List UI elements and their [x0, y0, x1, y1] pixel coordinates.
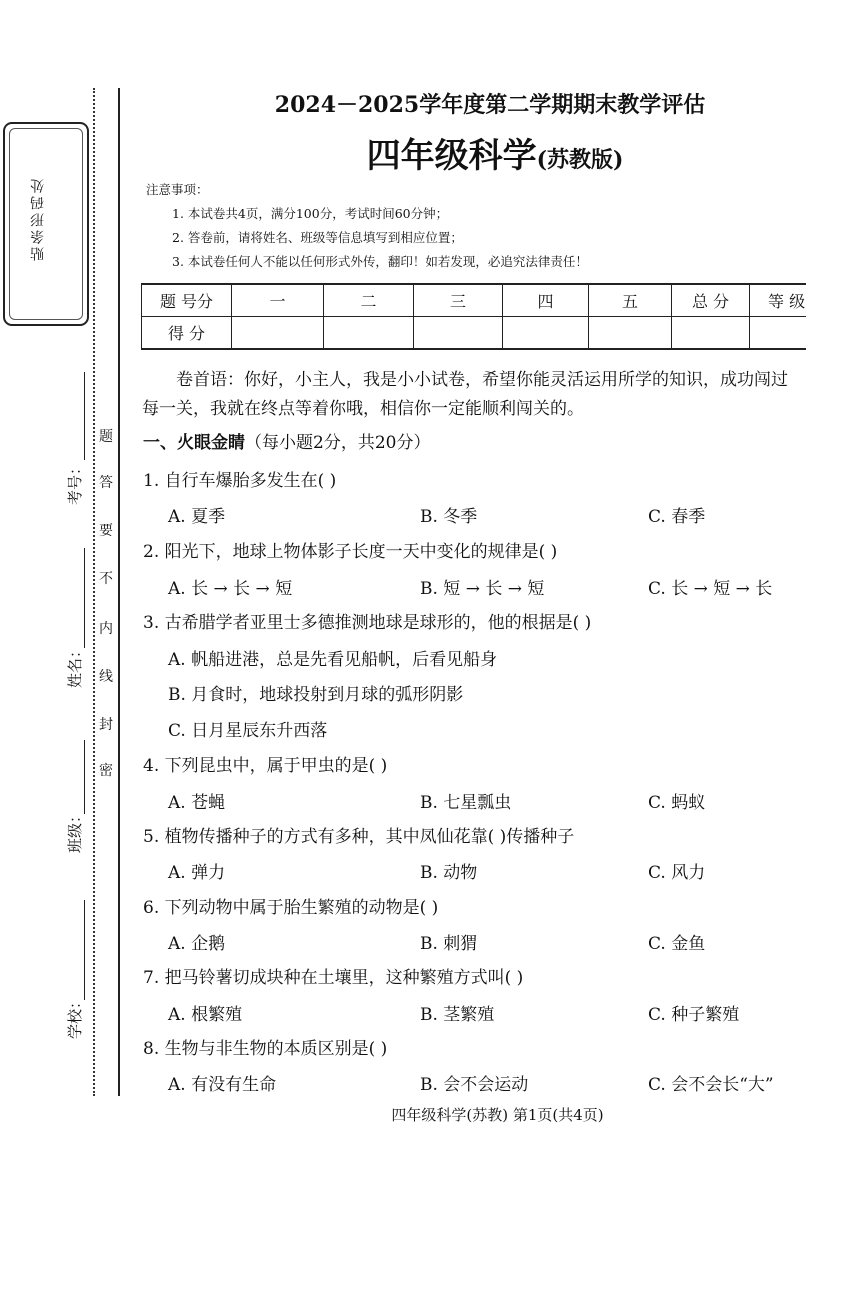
question-stem: 4. 下列昆虫中，属于甲虫的是( ): [143, 756, 388, 776]
option-a[interactable]: A. 企鹅: [168, 934, 226, 954]
seal-char: 答: [99, 475, 113, 491]
question-stem: 1. 自行车爆胎多发生在( ): [143, 471, 337, 491]
score-header-cell: 等 级: [750, 284, 807, 317]
option-b[interactable]: B. 冬季: [420, 507, 478, 527]
score-cell[interactable]: [324, 317, 414, 350]
exam-title-main: [0, 128, 860, 177]
seal-char: 线: [99, 669, 113, 685]
seal-char: 封: [99, 717, 113, 733]
field-name: 姓名：: [66, 642, 85, 689]
question-stem: 8. 生物与非生物的本质区别是( ): [143, 1039, 388, 1059]
score-table-wrapper: [141, 283, 806, 355]
margin-rule: [118, 88, 120, 1096]
score-table-header-row: [142, 284, 807, 317]
seal-char: 题: [99, 429, 113, 445]
option-b[interactable]: B. 刺猬: [420, 934, 478, 954]
subject-title: 四年级科学: [366, 136, 537, 176]
option-b[interactable]: B. 短 → 长 → 短: [420, 579, 545, 599]
option-c[interactable]: C. 会不会长“大”: [648, 1075, 774, 1095]
section-title: [143, 428, 430, 453]
field-exam-number: 考号：: [66, 459, 85, 506]
field-class: 班级：: [66, 807, 85, 854]
question-stem: 5. 植物传播种子的方式有多种，其中凤仙花靠( )传播种子: [143, 827, 575, 847]
option-b[interactable]: B. 七星瓢虫: [420, 793, 512, 813]
field-school: 学校：: [66, 993, 85, 1040]
score-cell[interactable]: [750, 317, 807, 350]
edition-label: (苏教版): [536, 147, 624, 173]
option-b[interactable]: B. 月食时，地球投射到月球的弧形阴影: [168, 685, 464, 705]
option-c[interactable]: C. 春季: [648, 507, 706, 527]
score-header-cell: 一: [232, 284, 324, 317]
exam-title-top: 2024－2025学年度第二学期期末教学评估: [274, 92, 706, 118]
score-header-cell: 二: [324, 284, 414, 317]
option-c[interactable]: C. 种子繁殖: [648, 1005, 740, 1025]
intro-line: 每一关，我就在终点等着你哦，相信你一定能顺利闯关的。: [142, 399, 584, 419]
score-header-cell: 三: [414, 284, 503, 317]
question-stem: 3. 古希腊学者亚里士多德推测地球是球形的，他的根据是( ): [143, 613, 592, 633]
section-name: 一、火眼金睛: [143, 433, 245, 453]
score-header-cell: 五: [589, 284, 672, 317]
option-a[interactable]: A. 帆船进港，总是先看见船帆，后看见船身: [168, 650, 498, 670]
barcode-label: 贴条形码处: [30, 176, 46, 261]
question-stem: 6. 下列动物中属于胎生繁殖的动物是( ): [143, 898, 439, 918]
notice-item: 3. 本试卷任何人不能以任何形式外传，翻印！如若发现，必追究法律责任！: [172, 254, 588, 269]
option-a[interactable]: A. 夏季: [168, 507, 226, 527]
notice-item: 2. 答卷前，请将姓名、班级等信息填写到相应位置；: [172, 230, 463, 245]
score-row-label: 得 分: [142, 317, 232, 350]
score-cell[interactable]: [232, 317, 324, 350]
score-cell[interactable]: [672, 317, 750, 350]
notice-item: 1. 本试卷共4页，满分100分，考试时间60分钟；: [172, 206, 449, 221]
seal-char: 要: [99, 523, 113, 539]
intro-line: 卷首语：你好，小主人，我是小小试卷，希望你能灵活运用所学的知识，成功闯过: [176, 370, 788, 390]
option-a[interactable]: A. 弹力: [168, 863, 226, 883]
option-b[interactable]: B. 动物: [420, 863, 478, 883]
field-name-line: [84, 548, 85, 648]
option-a[interactable]: A. 苍蝇: [168, 793, 226, 813]
score-header-cell: 题 号分: [142, 284, 232, 317]
score-table: [141, 283, 806, 350]
option-a[interactable]: A. 根繁殖: [168, 1005, 243, 1025]
score-cell[interactable]: [414, 317, 503, 350]
option-c[interactable]: C. 风力: [648, 863, 706, 883]
option-b[interactable]: B. 茎繁殖: [420, 1005, 495, 1025]
page-footer: 四年级科学(苏教) 第1页(共4页): [391, 1106, 604, 1124]
notice-title: 注意事项：: [146, 182, 209, 197]
score-header-cell: 四: [503, 284, 589, 317]
seal-char: 密: [99, 763, 113, 779]
seal-char: 内: [99, 621, 113, 637]
seal-dotted-line: [93, 88, 95, 1096]
section-points: （每小题2分，共20分）: [245, 433, 431, 453]
field-class-line: [84, 740, 85, 814]
score-header-cell: 总 分: [672, 284, 750, 317]
field-school-line: [84, 900, 85, 1000]
score-cell[interactable]: [503, 317, 589, 350]
option-b[interactable]: B. 会不会运动: [420, 1075, 529, 1095]
question-stem: 7. 把马铃薯切成块种在土壤里，这种繁殖方式叫( ): [143, 968, 524, 988]
seal-char: 不: [99, 571, 113, 587]
score-table-score-row: [142, 317, 807, 350]
option-c[interactable]: C. 蚂蚁: [648, 793, 706, 813]
option-a[interactable]: A. 有没有生命: [168, 1075, 277, 1095]
option-c[interactable]: C. 金鱼: [648, 934, 706, 954]
option-c[interactable]: C. 日月星辰东升西落: [168, 721, 328, 741]
option-c[interactable]: C. 长 → 短 → 长: [648, 579, 773, 599]
option-a[interactable]: A. 长 → 长 → 短: [168, 579, 293, 599]
field-exam-number-line: [84, 372, 85, 460]
question-stem: 2. 阳光下，地球上物体影子长度一天中变化的规律是( ): [143, 542, 558, 562]
score-cell[interactable]: [589, 317, 672, 350]
